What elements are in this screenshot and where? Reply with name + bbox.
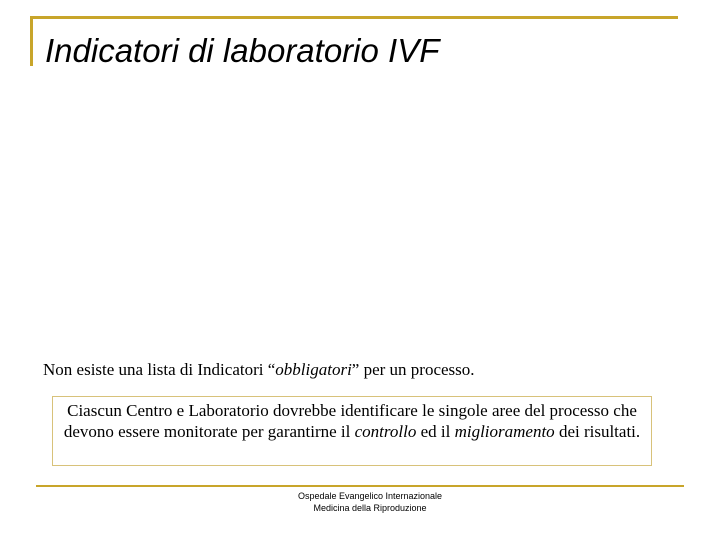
footer: [0, 490, 720, 514]
footer-rule: [36, 485, 684, 487]
box-text-part3: dei risultati.: [554, 422, 641, 441]
statement-post: ” per un processo.: [351, 360, 475, 379]
footer-line-2: Medicina della Riproduzione: [313, 503, 427, 513]
statement-emphasis: obbligatori: [275, 360, 352, 379]
box-emphasis-controllo: controllo: [354, 422, 417, 441]
box-emphasis-miglioramento: miglioramento: [454, 422, 555, 441]
highlight-box: [52, 396, 652, 466]
box-text-part2: ed il: [416, 422, 455, 441]
footer-line-1: Ospedale Evangelico Internazionale: [297, 491, 443, 501]
statement-pre: Non esiste una lista di Indicatori “: [43, 360, 276, 379]
title-left-rule: [30, 16, 33, 66]
title-top-rule: [30, 16, 678, 19]
statement-text: [43, 359, 475, 381]
slide-title: Indicatori di laboratorio IVF: [45, 32, 440, 69]
box-text-part1: Ciascun Centro e Laboratorio dovrebbe identificare le singole aree del processo che devono essere monitorate per garantirne il: [63, 401, 637, 441]
